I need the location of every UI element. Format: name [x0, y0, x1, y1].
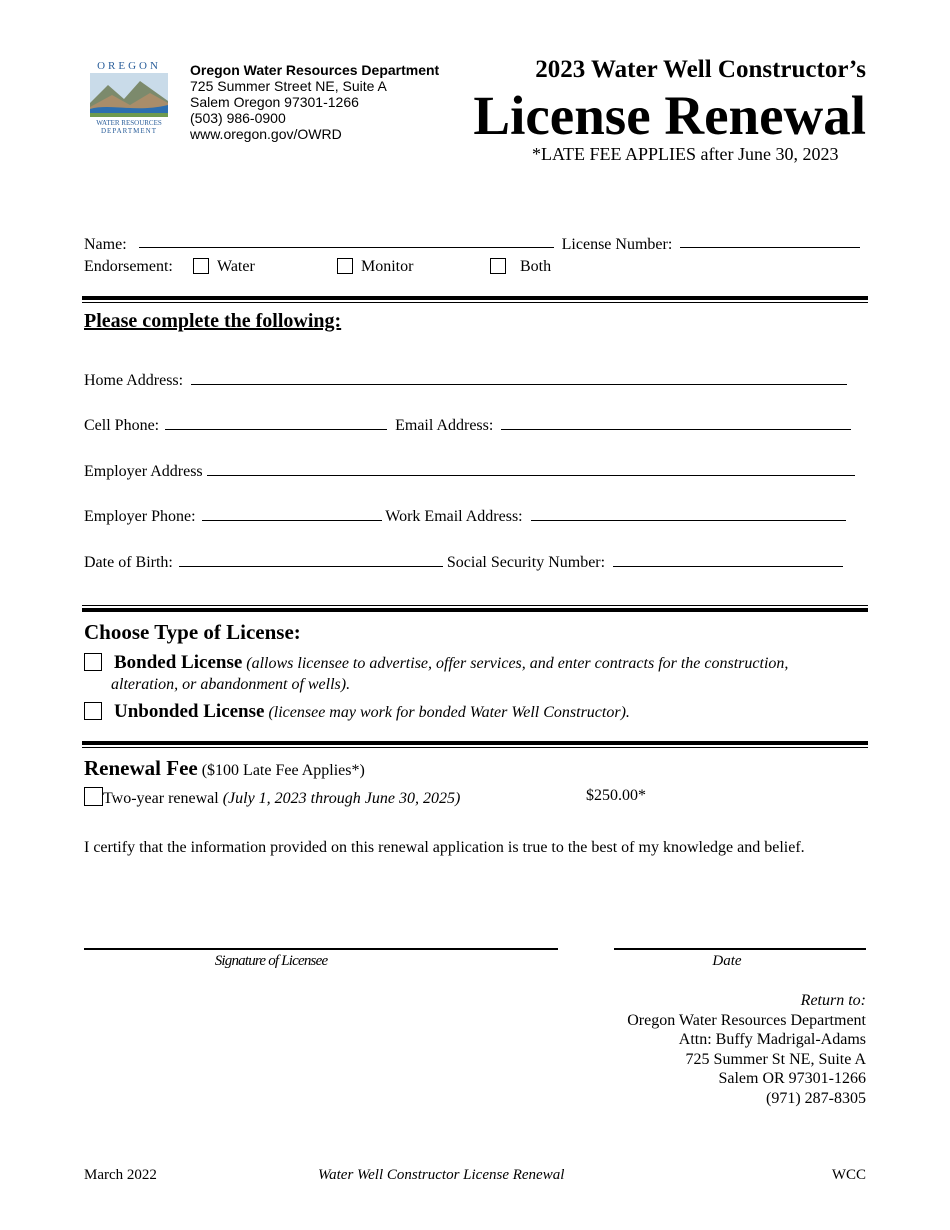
employer-address-input[interactable] [207, 458, 855, 476]
divider-1 [82, 296, 868, 304]
divider-2 [82, 605, 868, 613]
renewal-amount: $250.00* [586, 787, 646, 804]
agency-address1: 725 Summer Street NE, Suite A [190, 78, 387, 94]
footer-code: WCC [831, 1167, 866, 1183]
both-checkbox[interactable] [490, 258, 506, 274]
dob-input[interactable] [179, 549, 443, 567]
unbonded-title: Unbonded License [114, 701, 265, 722]
endorsement-water[interactable] [193, 258, 255, 276]
cell-phone-input[interactable] [165, 412, 387, 430]
water-checkbox[interactable] [193, 258, 209, 274]
license-number-label: License Number: [561, 236, 673, 253]
signature-line[interactable] [84, 948, 558, 950]
two-year-renewal-checkbox[interactable] [84, 787, 103, 806]
bonded-checkbox[interactable] [84, 653, 102, 671]
name-label: Name: [84, 236, 127, 253]
bonded-option[interactable] [84, 652, 874, 674]
return-to-line4: Salem OR 97301-1266 [718, 1070, 866, 1088]
employer-phone-row [84, 503, 846, 526]
return-to-line1: Oregon Water Resources Department [627, 1011, 866, 1029]
ssn-input[interactable] [613, 549, 843, 567]
divider-3 [82, 741, 868, 749]
employer-address-row [84, 458, 855, 481]
title-line1: 2023 Water Well Constructor’s [535, 56, 866, 83]
two-year-renewal-label: Two-year renewal [103, 790, 219, 807]
renewal-heading-row [84, 756, 365, 781]
return-to-line5: (971) 287-8305 [766, 1089, 866, 1107]
name-row [84, 231, 868, 254]
home-address-label: Home Address: [84, 372, 184, 389]
footer-date: March 2022 [84, 1167, 157, 1183]
unbonded-description: (licensee may work for bonded Water Well Constructor). [268, 704, 630, 721]
return-to-block [627, 991, 866, 1109]
monitor-checkbox[interactable] [337, 258, 353, 274]
unbonded-option[interactable] [84, 701, 630, 723]
bonded-title: Bonded License [114, 652, 243, 673]
agency-block [190, 62, 439, 142]
footer-title: Water Well Constructor License Renewal [318, 1167, 565, 1183]
ssn-label: Social Security Number: [446, 554, 606, 571]
section-heading-complete: Please complete the following: [84, 310, 342, 332]
email-input[interactable] [501, 412, 851, 430]
logo-line2: DEPARTMENT [101, 127, 157, 135]
agency-website: www.oregon.gov/OWRD [190, 126, 342, 142]
license-type-heading: Choose Type of License: [84, 620, 301, 644]
endorsement-label: Endorsement: [84, 258, 173, 275]
home-address-input[interactable] [191, 367, 847, 385]
date-line[interactable] [614, 948, 866, 950]
date-label: Date [712, 953, 742, 969]
late-fee-note: ($100 Late Fee Applies*) [201, 762, 365, 779]
name-input[interactable] [139, 230, 554, 248]
agency-address2: Salem Oregon 97301-1266 [190, 94, 359, 110]
endorsement-monitor[interactable] [337, 258, 413, 276]
work-email-label: Work Email Address: [385, 508, 523, 525]
landscape-icon [90, 73, 168, 117]
agency-phone: (503) 986-0900 [190, 110, 286, 126]
two-year-renewal-option[interactable] [84, 787, 460, 808]
email-label: Email Address: [395, 417, 494, 434]
signature-label: Signature of Licensee [214, 953, 328, 969]
monitor-label: Monitor [361, 258, 414, 275]
license-number-input[interactable] [680, 230, 860, 248]
return-to-line2: Attn: Buffy Madrigal-Adams [678, 1031, 866, 1049]
employer-phone-input[interactable] [202, 503, 382, 521]
two-year-renewal-period: (July 1, 2023 through June 30, 2025) [222, 790, 461, 807]
work-email-input[interactable] [531, 503, 846, 521]
endorsement-row [84, 258, 173, 276]
phone-email-row [84, 412, 851, 435]
page-title: License Renewal [473, 85, 866, 146]
owrd-logo [89, 60, 169, 138]
certification-statement: I certify that the information provided on this renewal application is true to the best of my knowledge and belief. [84, 839, 805, 856]
employer-phone-label: Employer Phone: [84, 508, 196, 525]
return-to-label: Return to: [800, 992, 866, 1009]
endorsement-both[interactable] [490, 258, 551, 276]
agency-name: Oregon Water Resources Department [190, 62, 440, 78]
dob-ssn-row [84, 549, 843, 572]
renewal-fee-heading: Renewal Fee [84, 756, 198, 780]
logo-line1: WATER RESOURCES [96, 119, 162, 127]
bonded-description-1: (allows licensee to advertise, offer services, and enter contracts for the construction, [246, 655, 789, 672]
cell-phone-label: Cell Phone: [84, 417, 160, 434]
employer-address-label: Employer Address [84, 463, 203, 480]
return-to-line3: 725 Summer St NE, Suite A [685, 1050, 866, 1068]
unbonded-checkbox[interactable] [84, 702, 102, 720]
water-label: Water [217, 258, 255, 275]
both-label: Both [520, 258, 552, 275]
home-address-row [84, 367, 847, 390]
late-fee-notice: *LATE FEE APPLIES after June 30, 2023 [532, 144, 839, 164]
dob-label: Date of Birth: [84, 554, 173, 571]
bonded-description-2: alteration, or abandonment of wells). [111, 676, 351, 693]
logo-oregon-text: OREGON [97, 60, 161, 72]
